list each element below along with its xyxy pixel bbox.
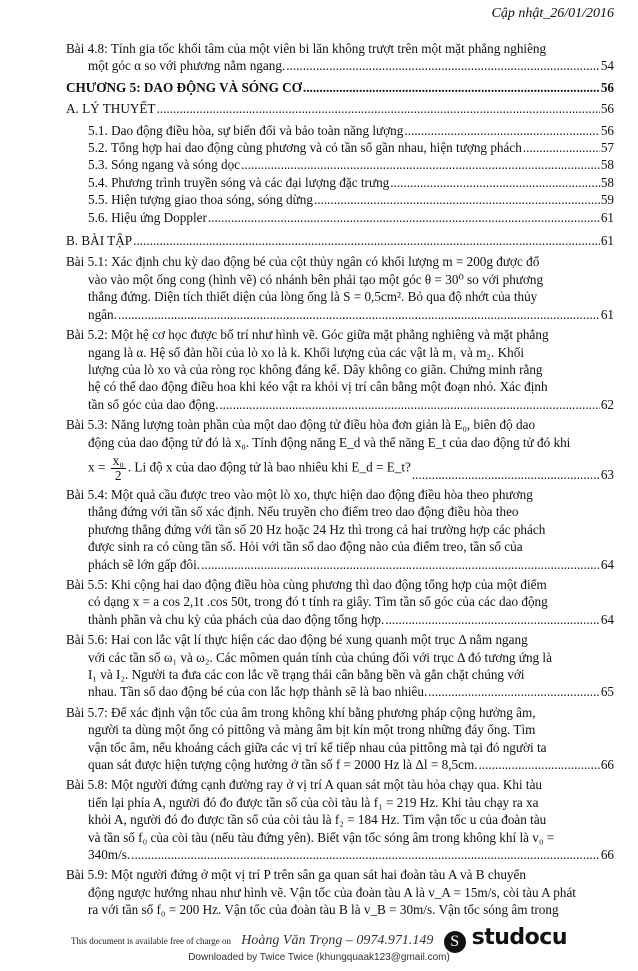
toc-entry-text: . Li độ x của dao động tử là bao nhiêu khi E_d = E_t? xyxy=(127,459,411,475)
toc-entry-text: vào vào một ống cong (hình vẽ) có nhánh bên phải tạo một góc θ = 30⁰ so với phương xyxy=(88,271,544,287)
formula-lhs: x = xyxy=(88,459,106,475)
toc-entry-text: Bài 4.8: Tính gia tốc khối tâm của một viên bi lăn không trượt trên một mặt phẳng nghiêng xyxy=(66,41,547,56)
leader-dots xyxy=(479,756,600,773)
page-number: 63 xyxy=(600,466,614,482)
leader-dots xyxy=(385,611,600,628)
toc-entry-text: phách sẽ lớn gấp đôi. xyxy=(88,556,201,572)
toc-entry-text: vận tốc âm, nếu khoảng cách giữa các vị trí kế tiếp nhau của pittông mà tại đó người ta xyxy=(88,739,547,755)
toc-entry-text: I₁ và I₂. Người ta đưa các con lắc về trạng thái cân bằng bền và gắn chặt chúng với xyxy=(88,667,525,682)
toc-entry-5-5[interactable] xyxy=(66,576,614,628)
toc-entry-text: được sinh ra có cùng tần số. Hỏi với tần số dao động nào của điểm treo, tần số của xyxy=(88,539,523,555)
toc-entry-text: khỏi A, người đó đo được tần số của còi tàu là f₂ = 184 Hz. Tìm vận tốc u của đoàn tàu xyxy=(88,812,547,828)
toc-entry-text: thẳng đứng với tần số xác định. Nếu truyền cho điểm treo dao động điều hòa theo xyxy=(88,504,519,520)
footer-bar xyxy=(0,925,638,953)
leader-dots xyxy=(390,174,600,191)
studocu-logo-icon: S xyxy=(444,931,466,953)
toc-theory-item[interactable] xyxy=(66,209,614,226)
formula xyxy=(88,454,411,483)
toc-section-exercises[interactable] xyxy=(66,232,614,249)
table-of-contents xyxy=(66,40,614,922)
page-number: 66 xyxy=(600,757,614,773)
toc-entry-text: 5.5. Hiện tượng giao thoa sóng, sóng dừng xyxy=(88,192,313,208)
toc-entry-5-6[interactable] xyxy=(66,631,614,701)
page-number: 65 xyxy=(600,684,614,700)
toc-entry-text: có dạng x = a cos 2,1t .cos 50t, trong đó t tính ra giây. Tìm tần số góc của các dao động xyxy=(88,594,548,610)
toc-entry-4-8[interactable] xyxy=(66,40,614,75)
toc-theory-item[interactable] xyxy=(66,174,614,191)
leader-dots xyxy=(412,466,600,483)
page-number: 64 xyxy=(600,556,614,572)
toc-entry-text: với các tần số ω₁ và ω₂. Các mômen quán tính của chúng đối với trục Δ đó tương ứng là xyxy=(88,649,552,665)
toc-entry-text: 5.3. Sóng ngang và sóng dọc xyxy=(88,157,241,173)
toc-entry-last-line xyxy=(66,454,614,483)
page-number: 66 xyxy=(600,847,614,863)
toc-entry-last-line xyxy=(66,556,614,573)
page-number: 62 xyxy=(600,396,614,412)
toc-entry-5-1[interactable] xyxy=(66,253,614,323)
leader-dots xyxy=(118,306,600,323)
toc-section-theory[interactable] xyxy=(66,100,614,117)
page-number: 59 xyxy=(600,192,614,208)
toc-entry-text: nhau. Tần số dao động bé của con lắc hợp thành sẽ là bao nhiêu. xyxy=(88,684,428,700)
page-number: 58 xyxy=(600,157,614,173)
toc-theory-item[interactable] xyxy=(66,191,614,208)
toc-entry-text: động ngược hướng nhau như hình vẽ. Vận tốc của đoàn tàu A là v_A = 15m/s, còi tàu A phát xyxy=(88,884,576,900)
toc-entry-text: 5.2. Tổng hợp hai dao động cùng phương và có tần số gần nhau, hiện tượng phách xyxy=(88,140,522,156)
toc-entry-last-line xyxy=(66,57,614,74)
leader-dots xyxy=(303,79,600,96)
page-number: 56 xyxy=(600,122,614,138)
availability-note: This document is available free of charge on xyxy=(71,936,232,946)
studocu-logo[interactable]: studocu xyxy=(471,925,567,950)
toc-entry-text: phương thẳng đứng với tần số 20 Hz hoặc 24 Hz thì trong cả hai trường hợp các phách xyxy=(88,521,546,537)
toc-entry-5-3[interactable] xyxy=(66,416,614,483)
toc-entry-5-8[interactable] xyxy=(66,776,614,863)
toc-theory-item[interactable] xyxy=(66,139,614,156)
toc-entry-last-line xyxy=(66,611,614,628)
leader-dots xyxy=(286,57,600,74)
toc-entry-text: Bài 5.4: Một quả cầu được treo vào một lò xo, thực hiện dao động điều hòa theo phương xyxy=(66,486,533,502)
toc-entry-text: một góc α so với phương nằm ngang. xyxy=(88,58,286,74)
toc-entry-text: Bài 5.2: Một hệ cơ học được bố trí như hình vẽ. Góc giữa mặt phẳng nghiêng và mặt phẳng xyxy=(66,327,549,343)
toc-entry-last-line xyxy=(66,306,614,323)
toc-entry-text: động của dao động tử đó là x₀. Tính động năng E_d và thế năng E_t của dao động tử đó khi xyxy=(88,434,571,450)
toc-chapter-5[interactable] xyxy=(66,79,614,96)
leader-dots xyxy=(201,556,600,573)
page-number: 61 xyxy=(600,233,614,249)
toc-entry-5-4[interactable] xyxy=(66,486,614,573)
toc-entry-text: 5.4. Phương trình truyền sóng và các đại lượng đặc trưng xyxy=(88,174,390,190)
toc-entry-text: và tần số f₀ của còi tàu (nếu tàu đứng yên). Biết vận tốc sóng âm trong không khí là v₀ = xyxy=(88,829,555,845)
chapter-title: CHƯƠNG 5: DAO ĐỘNG VÀ SÓNG CƠ xyxy=(66,79,302,95)
toc-entry-text: Bài 5.1: Xác định chu kỳ dao động bé của cột thủy ngân có khối lượng m = 200g được đổ xyxy=(66,254,540,270)
toc-entry-text: Bài 5.6: Hai con lắc vật lí thực hiện các dao động bé xung quanh một trục Δ nằm ngang xyxy=(66,632,528,648)
toc-entry-text: thẳng đứng. Diện tích thiết diện của lòng ống là S = 0,5cm². Bỏ qua độ nhớt của thủy xyxy=(88,289,538,305)
leader-dots xyxy=(157,100,600,117)
download-note: Downloaded by Twice Twice (khungquaak123@gmail.com) xyxy=(188,952,450,963)
page-number: 61 xyxy=(600,306,614,322)
toc-entry-text: 5.6. Hiệu ứng Doppler xyxy=(88,209,207,225)
leader-dots xyxy=(314,191,600,208)
leader-dots xyxy=(241,156,600,173)
toc-entry-last-line xyxy=(66,756,614,773)
toc-entry-text: thành phần và chu kỳ của phách của dao động tổng hợp. xyxy=(88,611,385,627)
leader-dots xyxy=(208,209,600,226)
page-number: 58 xyxy=(600,174,614,190)
page-number: 57 xyxy=(600,140,614,156)
toc-entry-text: 340m/s. xyxy=(88,847,131,863)
leader-dots xyxy=(133,232,600,249)
section-title: A. LÝ THUYẾT xyxy=(66,101,156,117)
page-number: 61 xyxy=(600,209,614,225)
toc-entry-text: Bài 5.5: Khi cộng hai dao động điều hòa cùng phương thì dao động tổng hợp của một điểm xyxy=(66,576,547,592)
update-date: Cập nhật_26/01/2016 xyxy=(491,6,614,21)
leader-dots xyxy=(523,139,600,156)
fraction-denominator: 2 xyxy=(114,467,122,483)
toc-entry-5-9[interactable] xyxy=(66,866,614,918)
toc-theory-item[interactable] xyxy=(66,122,614,139)
toc-entry-text: tần số góc của dao động. xyxy=(88,396,219,412)
toc-entry-last-line xyxy=(66,396,614,413)
toc-entry-text: hệ có thể dao động điều hoa khi kéo vật ra khỏi vị trí cân bằng một đoạn nhỏ. Xác định xyxy=(88,379,548,395)
page-number: 54 xyxy=(600,58,614,74)
toc-entry-text: Bài 5.8: Một người đứng cạnh đường ray ở vị trí A quan sát một tàu hỏa chạy qua. Khi tàu xyxy=(66,777,543,793)
page-number: 56 xyxy=(600,79,614,95)
toc-entry-text: Bài 5.9: Một người đứng ở một vị trí P trên sân ga quan sát hai đoàn tàu A và B chuyển xyxy=(66,867,526,883)
page-number: 64 xyxy=(600,611,614,627)
leader-dots xyxy=(428,683,600,700)
toc-entry-text: ngang là α. Hệ số đàn hồi của lò xo là k. Khối lượng của các vật là m₁ và m₂. Khối xyxy=(88,344,524,360)
toc-entry-5-2[interactable] xyxy=(66,326,614,413)
toc-theory-item[interactable] xyxy=(66,156,614,173)
toc-entry-text: Bài 5.3: Năng lượng toàn phần của một dao động tử điều hòa đơn giản là E₀, biên độ dao xyxy=(66,417,536,433)
toc-entry-text: ngân. xyxy=(88,306,117,322)
toc-entry-text: lượng của lò xo và của ròng rọc không đáng kể. Dây không co giãn. Chứng minh rằng xyxy=(88,361,543,377)
toc-entry-last-line xyxy=(66,846,614,863)
page-number: 56 xyxy=(600,101,614,117)
leader-dots xyxy=(131,846,600,863)
author-credit: Hoàng Văn Trọng – 0974.971.149 xyxy=(241,933,434,948)
toc-entry-text: người ta dùng một ống có pittông và màng âm bịt kín một trong những đáy ống. Tìm xyxy=(88,722,536,738)
toc-entry-5-7[interactable] xyxy=(66,704,614,774)
theory-items xyxy=(66,122,614,226)
toc-entry-last-line xyxy=(66,683,614,700)
toc-entry-text: Bài 5.7: Để xác định vận tốc của âm trong không khí bằng phương pháp cộng hưởng âm, xyxy=(66,704,536,720)
toc-entry-text: quan sát được hiện tượng cộng hưởng ở tần số f = 2000 Hz là Δl = 8,5cm. xyxy=(88,757,478,773)
fraction xyxy=(111,454,126,483)
fraction-numerator: x₀ xyxy=(112,452,124,468)
leader-dots xyxy=(404,122,599,139)
leader-dots xyxy=(219,396,599,413)
section-title: B. BÀI TẬP xyxy=(66,233,133,249)
toc-entry-text: ra với tần số f₀ = 200 Hz. Vận tốc của đoàn tàu B là v_B = 30m/s. Vận tốc sóng âm trong xyxy=(88,902,559,918)
toc-entry-text: tiến lại phía A, người đó đo được tần số của còi tàu là f₁ = 219 Hz. Khi tàu chạy ra xa xyxy=(88,794,539,810)
toc-entry-text: 5.1. Dao động điều hòa, sự biến đổi và bảo toàn năng lượng xyxy=(88,122,404,138)
